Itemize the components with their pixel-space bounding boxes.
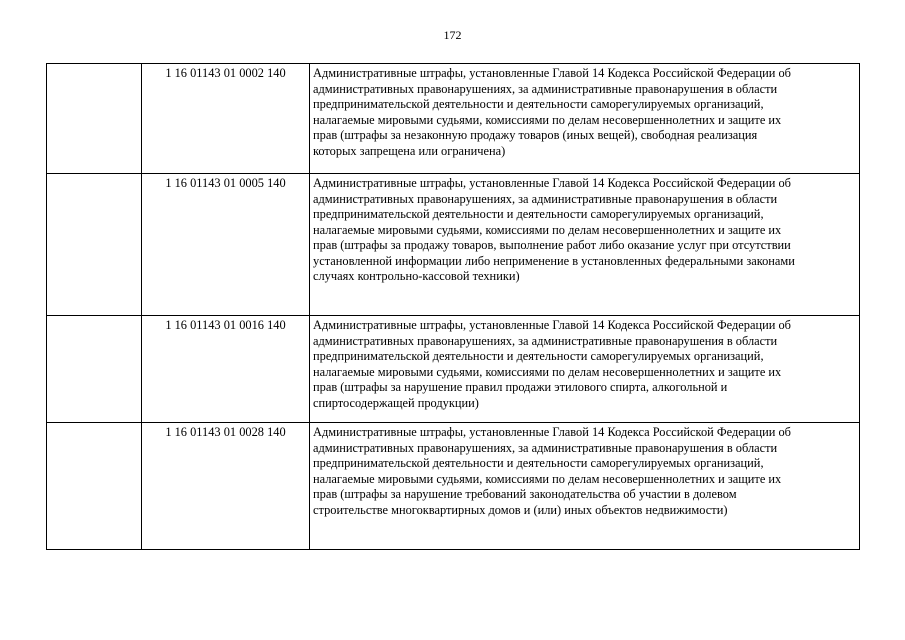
empty-cell: [47, 316, 142, 423]
description-line: налагаемые мировыми судьями, комиссиями по делам несовершеннолетних и защите их: [313, 471, 782, 486]
code-cell: 1 16 01143 01 0028 140: [142, 423, 310, 550]
description-line: случаях контрольно-кассовой техники): [313, 269, 520, 283]
empty-cell: [47, 174, 142, 316]
description-line: налагаемые мировыми судьями, комиссиями по делам несовершеннолетних и защите их: [313, 112, 782, 127]
code-cell: 1 16 01143 01 0002 140: [142, 64, 310, 174]
description-line: налагаемые мировыми судьями, комиссиями по делам несовершеннолетних и защите их: [313, 364, 782, 379]
empty-cell: [47, 423, 142, 550]
description-line: предпринимательской деятельности и деятельности саморегулируемых организаций,: [313, 349, 764, 363]
description-line: Административные штрафы, установленные Главой 14 Кодекса Российской Федерации об: [313, 425, 791, 439]
description-line: предпринимательской деятельности и деятельности саморегулируемых организаций,: [313, 207, 764, 221]
description-cell: [310, 316, 860, 423]
description-line: административных правонарушениях, за административные правонарушения в области: [313, 191, 778, 206]
description-line: которых запрещена или ограничена): [313, 143, 506, 158]
description-line: предпринимательской деятельности и деятельности саморегулируемых организаций,: [313, 97, 764, 111]
description-line: предпринимательской деятельности и деятельности саморегулируемых организаций,: [313, 456, 764, 470]
description-cell: [310, 423, 860, 550]
table-row: [47, 423, 860, 550]
description-line: спиртосодержащей продукции): [313, 395, 479, 410]
description-line: прав (штрафы за продажу товаров, выполнение работ либо оказание услуг при отсутствии: [313, 238, 791, 252]
empty-cell: [47, 64, 142, 174]
table-row: [47, 174, 860, 316]
description-line: административных правонарушениях, за административные правонарушения в области: [313, 81, 778, 96]
description-line: Административные штрафы, установленные Главой 14 Кодекса Российской Федерации об: [313, 66, 791, 80]
description-cell: [310, 174, 860, 316]
description-line: Административные штрафы, установленные Главой 14 Кодекса Российской Федерации об: [313, 318, 791, 332]
description-line: прав (штрафы за нарушение правил продажи этилового спирта, алкогольной и: [313, 380, 728, 394]
description-line: установленной информации либо неприменение в установленных федеральными законами: [313, 253, 795, 268]
description-line: прав (штрафы за незаконную продажу товаров (иных вещей), свободная реализация: [313, 128, 758, 142]
code-cell: 1 16 01143 01 0016 140: [142, 316, 310, 423]
page-number: 172: [443, 28, 462, 42]
code-cell: 1 16 01143 01 0005 140: [142, 174, 310, 316]
description-line: налагаемые мировыми судьями, комиссиями по делам несовершеннолетних и защите их: [313, 222, 782, 237]
description-cell: [310, 64, 860, 174]
description-line: административных правонарушениях, за административные правонарушения в области: [313, 440, 778, 455]
description-line: строительстве многоквартирных домов и (или) иных объектов недвижимости): [313, 502, 728, 517]
table-row: [47, 316, 860, 423]
description-line: Административные штрафы, установленные Главой 14 Кодекса Российской Федерации об: [313, 176, 791, 190]
description-line: прав (штрафы за нарушение требований законодательства об участии в долевом: [313, 487, 737, 501]
description-line: административных правонарушениях, за административные правонарушения в области: [313, 333, 778, 348]
table-row: [47, 64, 860, 174]
budget-codes-table: [46, 63, 860, 550]
